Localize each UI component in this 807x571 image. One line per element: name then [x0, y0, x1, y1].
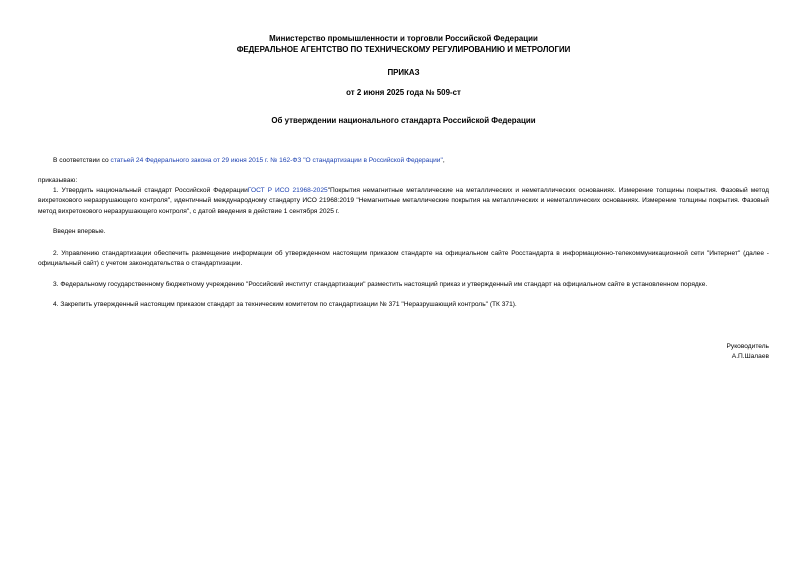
item-4-paragraph: 4. Закрепить утвержденный настоящим приказом стандарт за техническим комитетом по стандартизации № 371 "Неразрушающий контроль" (ТК 371).	[53, 301, 517, 308]
preamble-tail: ,	[442, 157, 445, 164]
gost-standard-link[interactable]: ГОСТ Р ИСО 21968-2025	[247, 187, 328, 194]
document-page	[38, 0, 769, 571]
item-2-paragraph: 2. Управлению стандартизации обеспечить размещение информации об утвержденном настоящим приказом стандарте на официальном сайте Росстандарта в информационно-телекоммуникационной сети "Интернет" (далее - официальный сайт) с учетом законодательства о стандартизации.	[38, 250, 769, 268]
item-1-tail: "Покрытия немагнитные металлические на металлических и неметаллических основаниях. Измерение толщины покрытия. Фазовый метод вихретокового неразрушающего контроля", идентичный международному стандарту ИСО 21968:2019 "Немагнитные металлические покрытия на металлических и неметаллических основаниях. Измерение толщины покрытия. Фазовый метод вихретокового неразрушающего контроля", с датой введения в действие 1 сентября 2025 г.	[38, 187, 769, 215]
agency-name: ФЕДЕРАЛЬНОЕ АГЕНТСТВО ПО ТЕХНИЧЕСКОМУ РЕГУЛИРОВАНИЮ И МЕТРОЛОГИИ	[236, 45, 571, 54]
document-date-number: от 2 июня 2025 года № 509-ст	[346, 88, 461, 97]
document-type: ПРИКАЗ	[387, 68, 420, 77]
ministry-name: Министерство промышленности и торговли Российской Федерации	[269, 34, 538, 43]
preamble-lead: В соответствии со	[53, 157, 111, 164]
document-title: Об утверждении национального стандарта Российской Федерации	[271, 116, 536, 125]
law-article-link[interactable]: статьей 24 Федерального закона от 29 июня 2015 г. № 162-ФЗ "О стандартизации в Российской Федерации"	[110, 157, 443, 164]
introduced-note: Введен впервые.	[53, 228, 106, 235]
item-1-lead: 1. Утвердить национальный стандарт Российской Федерации	[53, 187, 248, 194]
preamble-paragraph	[38, 156, 769, 166]
signatory-position: Руководитель	[726, 343, 769, 350]
order-word: приказываю:	[38, 177, 78, 184]
item-3-paragraph: 3. Федеральному государственному бюджетному учреждению "Российский институт стандартизации" разместить настоящий приказ и утвержденный им стандарт на официальном сайте в установленном порядке.	[53, 281, 708, 288]
item-1-paragraph	[38, 186, 769, 217]
signatory-name: А.П.Шалаев	[731, 353, 769, 360]
